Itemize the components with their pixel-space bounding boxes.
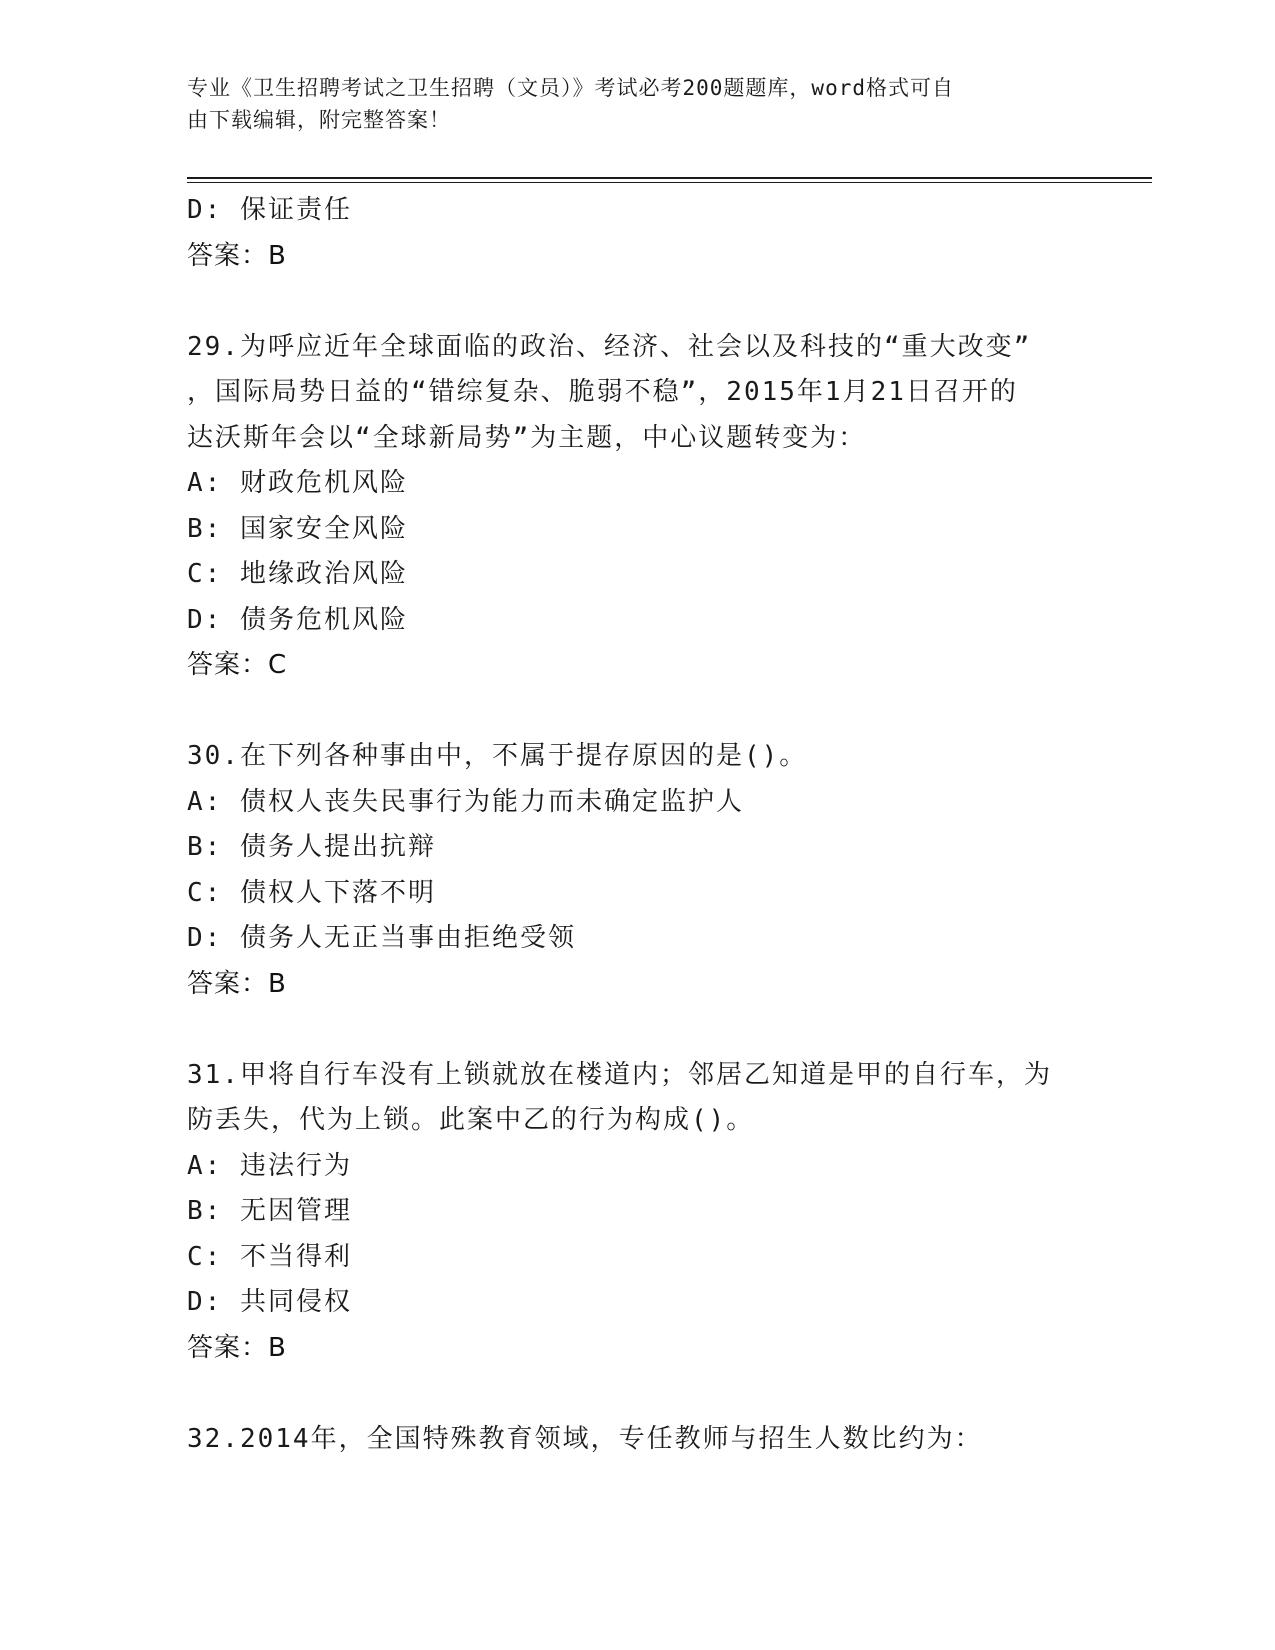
answer-line: 答案：B (187, 1332, 287, 1363)
option-c: C: 债权人下落不明 (187, 877, 436, 908)
header-line-1: 专业《卫生招聘考试之卫生招聘（文员）》考试必考200题题库，word格式可自 (187, 76, 954, 100)
answer-line: 答案：B (187, 240, 287, 271)
question-text-line: 29.为呼应近年全球面临的政治、经济、社会以及科技的“重大改变” (187, 331, 1032, 362)
question-text-line: 30.在下列各种事由中，不属于提存原因的是()。 (187, 741, 808, 771)
option-d: D: 债务危机风险 (187, 604, 408, 635)
question-29 (187, 325, 1087, 689)
page-header (187, 72, 1067, 136)
question-32 (187, 1417, 1087, 1463)
option-d: D: 共同侵权 (187, 1287, 352, 1317)
option-c: C: 不当得利 (187, 1241, 352, 1272)
option-b: B: 无因管理 (187, 1196, 352, 1226)
spacer (187, 279, 1087, 325)
option-d: D: 债务人无正当事由拒绝受领 (187, 923, 576, 953)
option-b: B: 国家安全风险 (187, 513, 408, 544)
option-a: A: 债权人丧失民事行为能力而未确定监护人 (187, 786, 744, 817)
header-line-2: 由下载编辑，附完整答案！ (187, 108, 451, 132)
spacer (187, 1371, 1087, 1417)
option-a: A: 财政危机风险 (187, 468, 408, 498)
question-text-line: 达沃斯年会以“全球新局势”为主题，中心议题转变为： (187, 422, 867, 453)
spacer (187, 1007, 1087, 1053)
question-text-line: 32.2014年，全国特殊教育领域，专任教师与招生人数比约为： (187, 1423, 983, 1454)
question-text-line: ，国际局势日益的“错综复杂、脆弱不稳”，2015年1月21日召开的 (187, 377, 1018, 407)
answer-line: 答案：C (187, 650, 288, 680)
question-list (187, 188, 1087, 1462)
question-31 (187, 1053, 1087, 1372)
option-c: C: 地缘政治风险 (187, 559, 408, 589)
question-text-line: 31.甲将自行车没有上锁就放在楼道内；邻居乙知道是甲的自行车，为 (187, 1059, 1052, 1090)
question-28-tail (187, 188, 1087, 279)
answer-line: 答案：B (187, 968, 287, 999)
option-d: D: 保证责任 (187, 195, 352, 225)
question-30 (187, 734, 1087, 1007)
spacer (187, 689, 1087, 735)
header-divider-thick (187, 177, 1152, 179)
option-a: A: 违法行为 (187, 1150, 352, 1181)
header-divider-thin (187, 182, 1152, 183)
question-text-line: 防丢失，代为上锁。此案中乙的行为构成()。 (187, 1105, 755, 1135)
option-b: B: 债务人提出抗辩 (187, 832, 436, 862)
